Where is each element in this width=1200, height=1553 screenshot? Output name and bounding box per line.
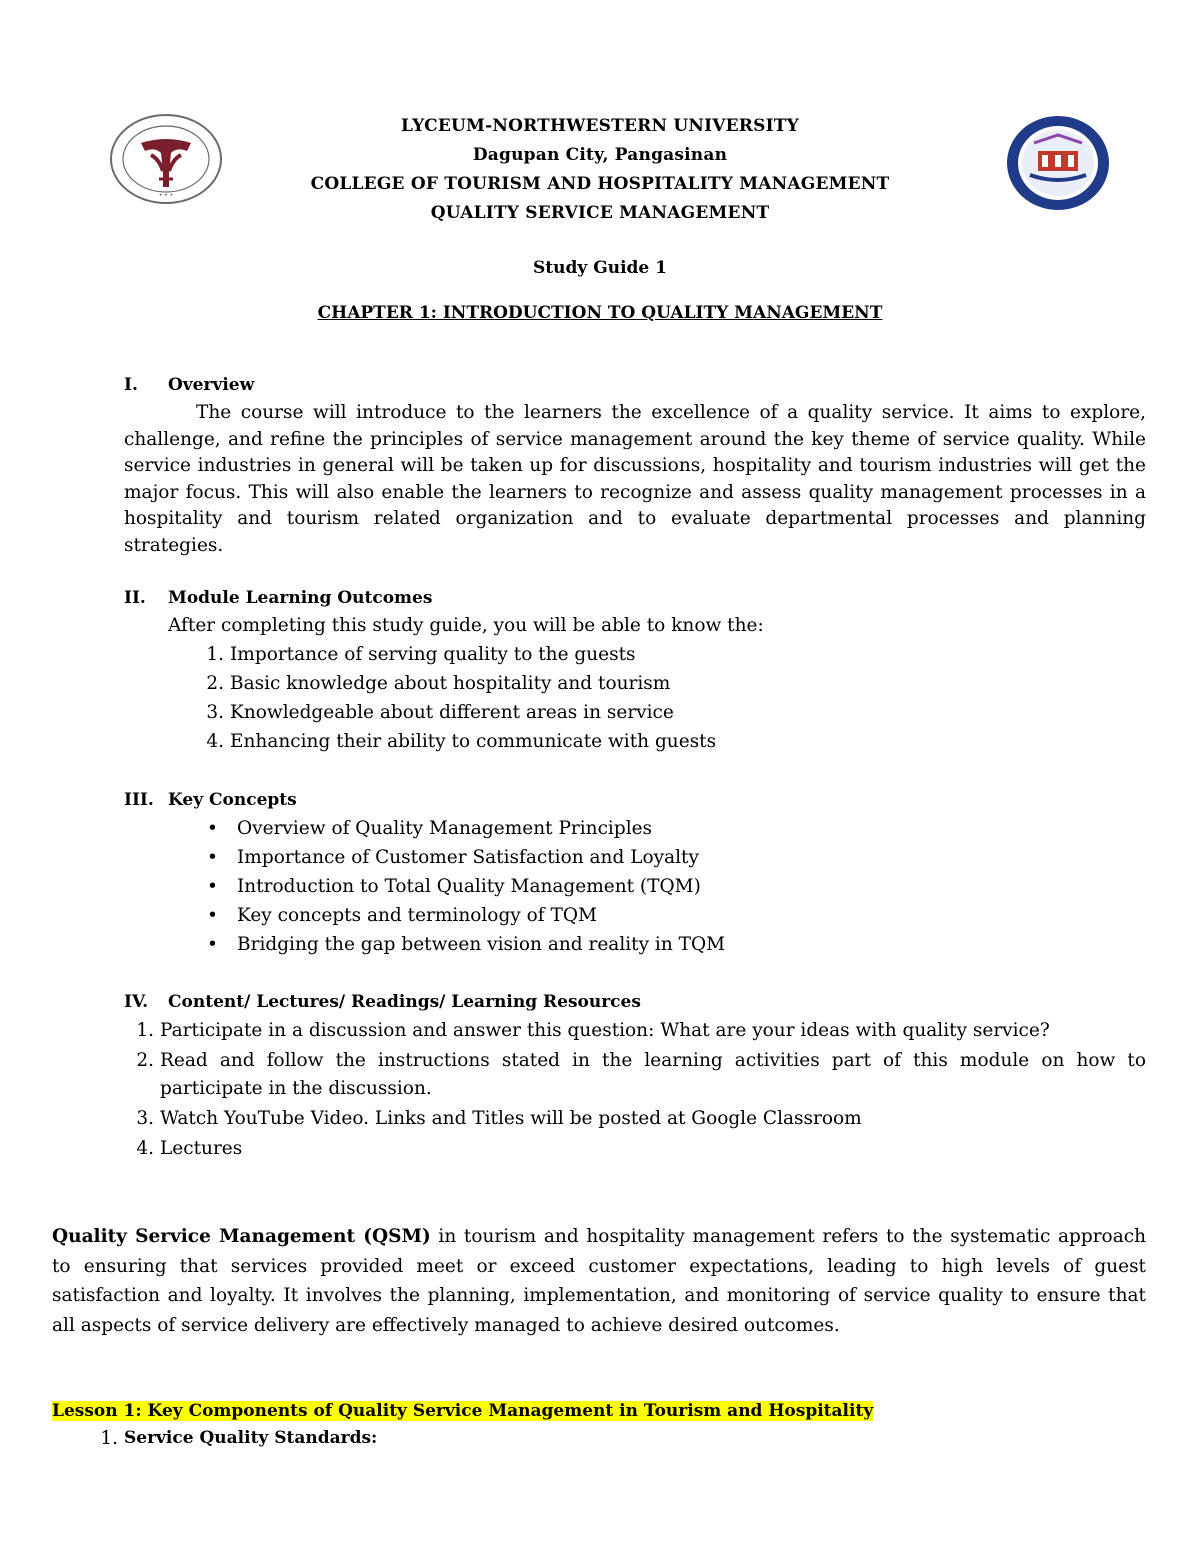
- university-location: Dagupan City, Pangasinan: [472, 145, 728, 165]
- list-text: Participate in a discussion and answer this question: What are your ideas with quality service?: [160, 1020, 1050, 1041]
- list-text: Overview of Quality Management Principles: [237, 818, 653, 839]
- university-name: LYCEUM-NORTHWESTERN UNIVERSITY: [401, 116, 799, 136]
- bullet-icon: •: [207, 876, 218, 897]
- list-item: [207, 930, 1137, 959]
- study-guide-title: Study Guide 1: [533, 258, 667, 278]
- lesson-list: [100, 1424, 1024, 1453]
- lesson-title: [52, 1397, 873, 1425]
- concepts-list: [207, 814, 1137, 959]
- list-number: 2.: [206, 673, 224, 694]
- list-item: [206, 727, 1130, 756]
- list-text: Key concepts and terminology of TQM: [237, 905, 597, 926]
- section-numeral-content: IV.: [124, 992, 149, 1012]
- list-number: 3.: [206, 702, 224, 723]
- list-text: Basic knowledge about hospitality and tourism: [230, 673, 671, 694]
- list-text: Watch YouTube Video. Links and Titles will be posted at Google Classroom: [160, 1108, 862, 1129]
- bullet-icon: •: [207, 818, 218, 839]
- course-name: QUALITY SERVICE MANAGEMENT: [430, 203, 770, 223]
- bullet-icon: •: [207, 847, 218, 868]
- list-item: [136, 1017, 1146, 1045]
- list-item: [206, 698, 1130, 727]
- list-text: Lectures: [160, 1138, 243, 1159]
- list-item: [207, 901, 1137, 930]
- list-number: 3.: [136, 1108, 154, 1129]
- list-item: [206, 640, 1130, 669]
- lesson-title-text: Lesson 1: Key Components of Quality Service Management in Tourism and Hospitality: [52, 1401, 874, 1421]
- list-number: 1.: [100, 1428, 118, 1449]
- section-numeral-overview: I.: [124, 375, 138, 395]
- college-name: COLLEGE OF TOURISM AND HOSPITALITY MANAGEMENT: [310, 174, 890, 194]
- list-text: Read and follow the instructions stated in the learning activities part of this module on how to participate in the discussion.: [160, 1050, 1146, 1099]
- outcomes-intro: After completing this study guide, you will be able to know the:: [168, 615, 764, 636]
- list-item: [100, 1424, 1024, 1453]
- outcomes-list: [206, 640, 1130, 756]
- section-title-content: Content/ Lectures/ Readings/ Learning Resources: [168, 992, 641, 1012]
- list-item: [136, 1047, 1146, 1103]
- svg-text:• • •: • • •: [158, 192, 174, 199]
- qsm-paragraph: [52, 1222, 1146, 1340]
- list-number: 4.: [136, 1138, 154, 1159]
- list-number: 1.: [206, 644, 224, 665]
- qsm-body: in tourism and hospitality management refers to the systematic approach to ensuring that services provided meet or exceed customer expectations, leading to high levels of guest satisfaction and loyalty. It involves the planning, implementation, and monitoring of service quality to ensure that all aspects of service delivery are effectively managed to achieve desired outcomes.: [52, 1226, 1146, 1336]
- list-item: [207, 814, 1137, 843]
- list-text: Bridging the gap between vision and reality in TQM: [237, 934, 726, 955]
- content-list: [136, 1017, 1146, 1163]
- section-numeral-outcomes: II.: [124, 588, 146, 608]
- section-numeral-concepts: III.: [124, 790, 154, 810]
- list-item: [207, 843, 1137, 872]
- overview-paragraph: The course will introduce to the learners the excellence of a quality service. It aims to explore, challenge, and refine the principles of service management around the key theme of service quality. While service industries in general will be taken up for discussions, hospitality and tourism industries will get the major focus. This will also enable the learners to recognize and assess quality management processes in a hospitality and tourism related organization and to evaluate departmental processes and planning strategies.: [124, 402, 1146, 556]
- list-text: Enhancing their ability to communicate with guests: [230, 731, 717, 752]
- section-title-outcomes: Module Learning Outcomes: [168, 588, 433, 608]
- list-item: [136, 1135, 1146, 1163]
- list-number: 2.: [136, 1050, 154, 1071]
- section-title-concepts: Key Concepts: [168, 790, 297, 810]
- list-text: Service Quality Standards:: [124, 1428, 378, 1448]
- bullet-icon: •: [207, 934, 218, 955]
- list-number: 1.: [136, 1020, 154, 1041]
- list-text: Importance of serving quality to the guests: [230, 644, 636, 665]
- list-text: Introduction to Total Quality Management (TQM): [237, 876, 701, 897]
- list-text: Knowledgeable about different areas in service: [230, 702, 674, 723]
- list-item: [206, 669, 1130, 698]
- chapter-title: CHAPTER 1: INTRODUCTION TO QUALITY MANAGEMENT: [317, 303, 883, 323]
- list-item: [207, 872, 1137, 901]
- list-item: [136, 1105, 1146, 1133]
- section-title-overview: Overview: [168, 375, 255, 395]
- list-text: Importance of Customer Satisfaction and Loyalty: [237, 847, 699, 868]
- document-header: [0, 112, 1200, 228]
- list-number: 4.: [206, 731, 224, 752]
- qsm-term: Quality Service Management (QSM): [52, 1226, 431, 1247]
- bullet-icon: •: [207, 905, 218, 926]
